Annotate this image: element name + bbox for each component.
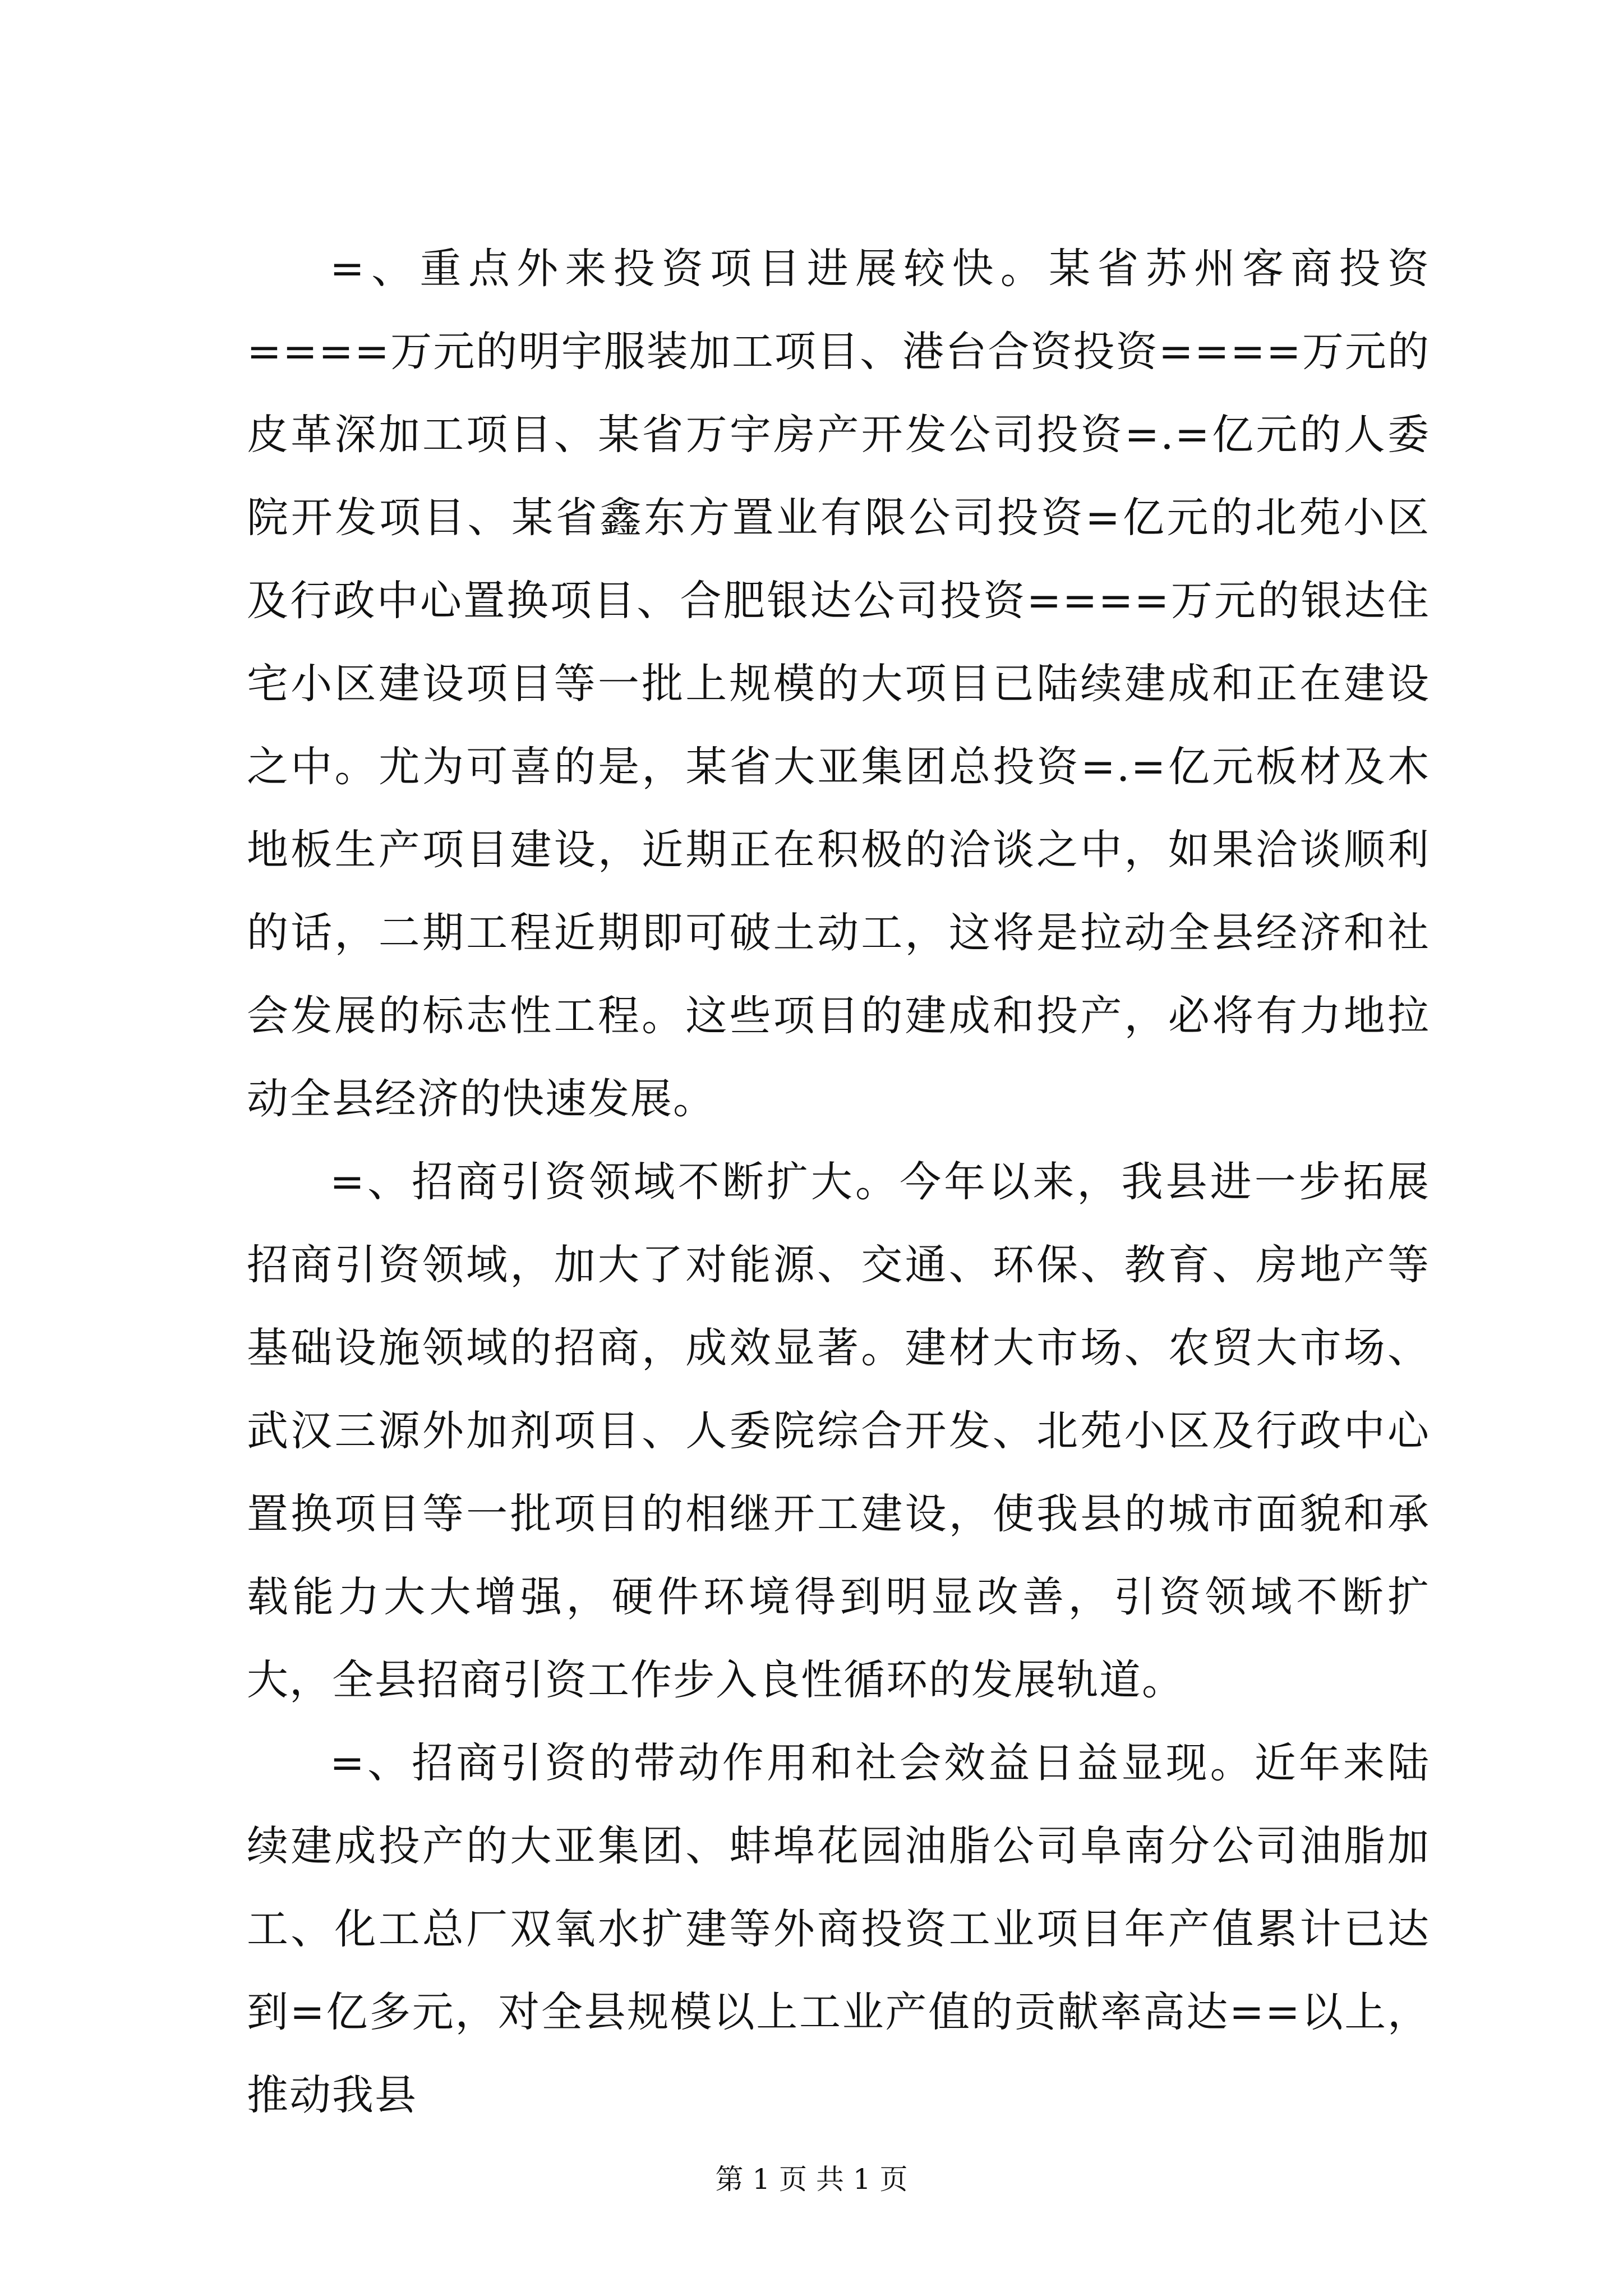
page-footer: 第 1 页 共 1 页 bbox=[715, 2163, 908, 2196]
document-body bbox=[247, 227, 1430, 2137]
paragraph-investment-fields: =、招商引资领域不断扩大。今年以来，我县进一步拓展招商引资领域，加大了对能源、交通、环保、教育、房地产等基础设施领域的招商，成效显著。建材大市场、农贸大市场、武汉三源外加剂项目、人委院综合开发、北苑小区及行政中心置换项目等一批项目的相继开工建设，使我县的城市面貌和承载能力大大增强，硬件环境得到明显改善，引资领域不断扩大，全县招商引资工作步入良性循环的发展轨道。 bbox=[247, 1158, 1430, 1704]
paragraph-key-projects: =、重点外来投资项目进展较快。某省苏州客商投资====万元的明宇服装加工项目、港台合资投资====万元的皮革深加工项目、某省万宇房产开发公司投资=.=亿元的人委院开发项目、某省鑫东方置业有限公司投资=亿元的北苑小区及行政中心置换项目、合肥银达公司投资====万元的银达住宅小区建设项目等一批上规模的大项目已陆续建成和正在建设之中。尤为可喜的是，某省大亚集团总投资=.=亿元板材及木地板生产项目建设，近期正在积极的洽谈之中，如果洽谈顺利的话，二期工程近期即可破土动工，这将是拉动全县经济和社会发展的标志性工程。这些项目的建成和投产，必将有力地拉动全县经济的快速发展。 bbox=[247, 245, 1430, 1123]
paragraph-social-benefits: =、招商引资的带动作用和社会效益日益显现。近年来陆续建成投产的大亚集团、蚌埠花园油脂公司阜南分公司油脂加工、化工总厂双氧水扩建等外商投资工业项目年产值累计已达到=亿多元，对全县规模以上工业产值的贡献率高达==以上，推动我县 bbox=[247, 1739, 1430, 2119]
